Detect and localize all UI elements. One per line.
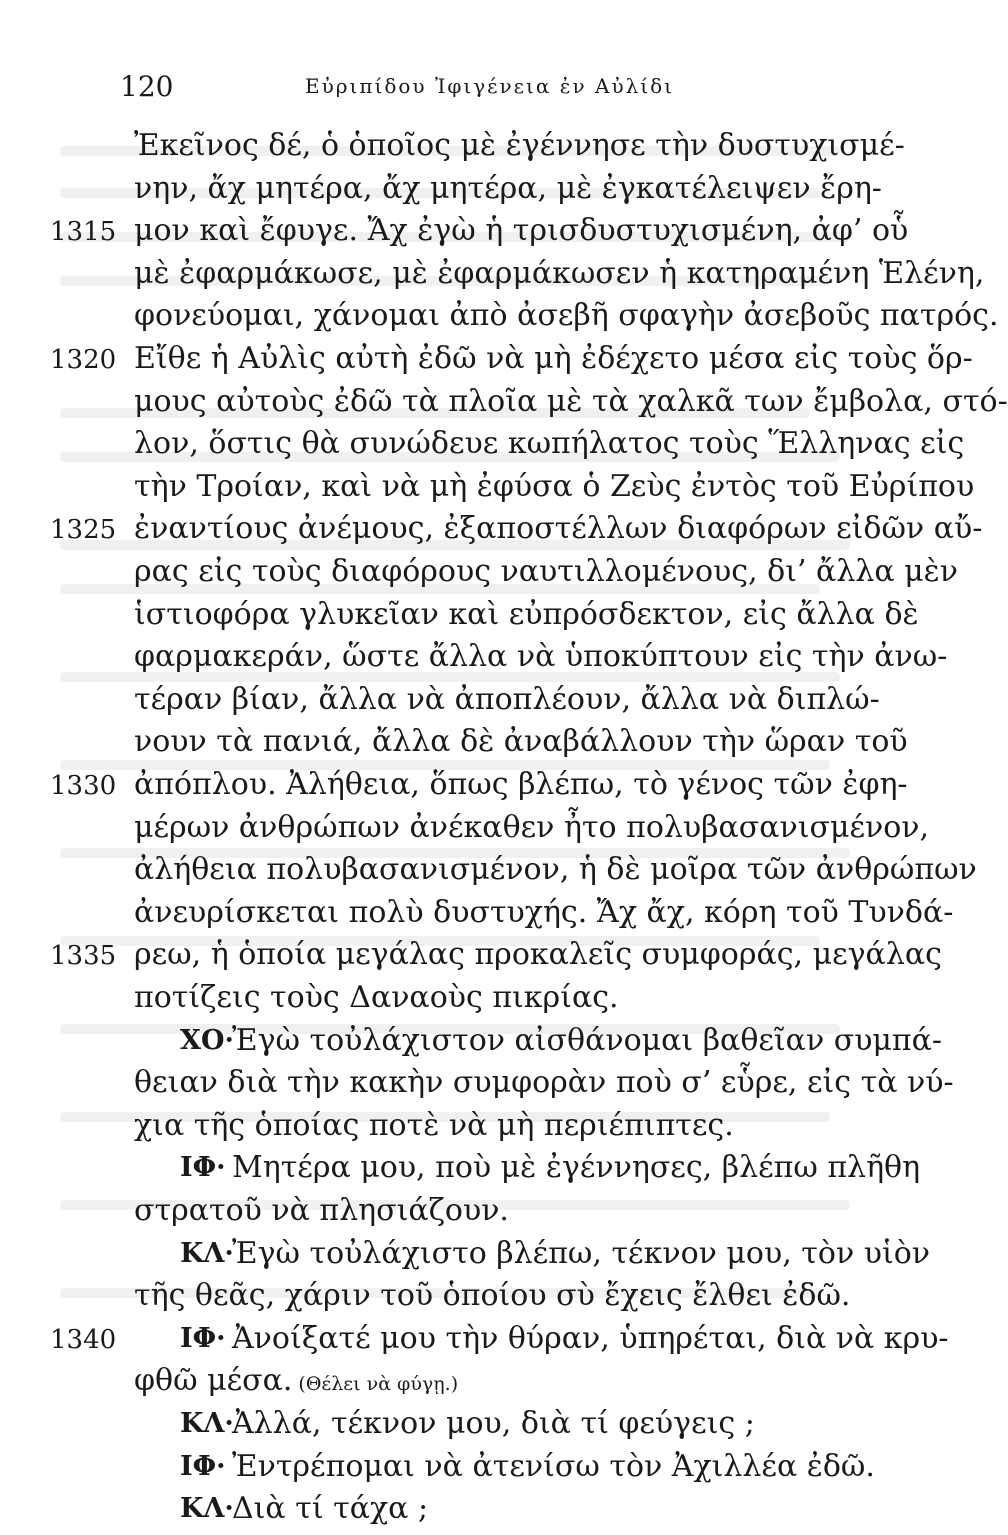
speaker-label: ΧΟ·	[180, 1024, 234, 1056]
text-line	[0, 1361, 907, 1407]
text-line	[0, 1447, 907, 1493]
text-line	[0, 1276, 907, 1322]
line-text: φονεύομαι, χάνομαι ἀπὸ ἀσεβῆ σφαγὴν ἀσεβοῦς πατρός.	[134, 298, 999, 334]
verse-number: 1340	[50, 1324, 117, 1355]
line-text: Διὰ τί τάχα ;	[232, 1491, 429, 1527]
line-text: Ἐκεῖνος δέ, ὁ ὁποῖος μὲ ἐγέννησε τὴν δυστυχισμέ-	[134, 128, 905, 163]
speaker-label: ΚΛ·	[180, 1237, 234, 1269]
text-line	[0, 424, 965, 470]
running-title: Εὐριπίδου Ἰφιγένεια ἐν Αὐλίδι	[305, 74, 674, 98]
text-line	[0, 169, 907, 215]
text-line	[0, 467, 975, 513]
line-text: τῆς θεᾶς, χάριν τοῦ ὁποίου σὺ ἔχεις ἔλθει ἐδῶ.	[134, 1278, 851, 1314]
line-text: θειαν διὰ τὴν κακὴν συμφορὰν ποὺ σ’ εὗρε, εἰς τὰ νύ-	[134, 1065, 954, 1101]
page-number: 120	[120, 70, 174, 103]
line-text: μὲ ἐφαρμάκωσε, μὲ ἐφαρμάκωσεν ἡ κατηραμένη Ἑλένη,	[134, 255, 985, 291]
text-line	[0, 1191, 907, 1237]
line-text: φαρμακεράν, ὥστε ἄλλα νὰ ὑποκύπτουν εἰς τὴν ἀνω-	[134, 639, 948, 675]
speaker-label: ΚΛ·	[180, 1493, 234, 1525]
text-line	[0, 254, 985, 300]
text-line	[0, 1319, 949, 1365]
text-line	[0, 296, 999, 342]
text-line	[0, 1148, 921, 1194]
text-line	[0, 126, 907, 172]
line-text: Ἐγὼ τοὐλάχιστο βλέπω, τέκνον μου, τὸν υἱὸν	[232, 1235, 931, 1271]
stage-direction: (Θέλει νὰ φύγῃ.)	[292, 1373, 459, 1396]
verse-number: 1335	[50, 941, 117, 972]
line-text: Μητέρα μου, ποὺ μὲ ἐγέννησες, βλέπω πλῆθη	[232, 1150, 921, 1186]
line-text: ρας εἰς τοὺς διαφόρους ναυτιλλομένους, δι’ ἄλλα μὲν	[134, 554, 958, 589]
speaker-label: ΙΦ·	[180, 1322, 226, 1354]
line-text: μους αὐτοὺς ἐδῶ τὰ πλοῖα μὲ τὰ χαλκᾶ των ἔμβολα, στό-	[134, 383, 1008, 419]
line-text: ἱστιοφόρα γλυκεῖαν καὶ εὐπρόσδεκτον, εἰς ἄλλα δὲ	[134, 596, 919, 632]
text-line	[0, 1234, 931, 1280]
line-text: Ἀνοίξατέ μου τὴν θύραν, ὑπηρέται, διὰ νὰ κρυ-	[232, 1320, 949, 1356]
line-text: ἀνευρίσκεται πολὺ δυστυχής. Ἄχ ἄχ, κόρη τοῦ Τυνδά-	[134, 894, 954, 930]
text-line	[0, 1404, 907, 1450]
line-text: Ἀλλά, τέκνον μου, διὰ τί φεύγεις ;	[232, 1406, 755, 1441]
line-text: ἀλήθεια πολυβασανισμένον, ἡ δὲ μοῖρα τῶν ἀνθρώπων	[134, 852, 977, 888]
text-line	[0, 850, 977, 896]
verse-number: 1330	[50, 771, 117, 801]
text-line	[0, 1489, 907, 1535]
text-line	[0, 808, 930, 854]
text-line	[0, 382, 1008, 428]
text-line	[0, 1021, 943, 1067]
verse-number: 1315	[50, 217, 117, 248]
verse-number: 1320	[50, 345, 117, 375]
text-line	[0, 211, 907, 257]
line-text: ἐναντίους ἀνέμους, ἐξαποστέλλων διαφόρων εἰδῶν αὔ-	[134, 511, 983, 547]
text-line	[0, 680, 907, 726]
line-text: μέρων ἀνθρώπων ἀνέκαθεν ἦτο πολυβασανισμένον,	[134, 809, 930, 845]
text-line	[0, 509, 983, 555]
text-line	[0, 893, 954, 939]
speaker-label: ΙΦ·	[180, 1450, 226, 1482]
line-text: φθῶ μέσα. (Θέλει νὰ φύγῃ.)	[134, 1363, 459, 1399]
line-text: ρεω, ἡ ὁποία μεγάλας προκαλεῖς συμφοράς, μεγάλας	[134, 937, 942, 973]
line-text: Ἐντρέπομαι νὰ ἀτενίσω τὸν Ἀχιλλέα ἐδῶ.	[232, 1448, 875, 1484]
line-text: στρατοῦ νὰ πλησιάζουν.	[134, 1193, 509, 1228]
text-line	[0, 552, 958, 598]
text-line	[0, 935, 942, 981]
line-text: τὴν Τροίαν, καὶ νὰ μὴ ἐφύσα ὁ Ζεὺς ἐντὸς τοῦ Εὐρίπου	[134, 468, 975, 504]
verse-number: 1325	[50, 515, 117, 546]
text-line	[0, 637, 948, 683]
speaker-label: ΚΛ·	[180, 1408, 234, 1439]
text-line	[0, 1106, 907, 1152]
line-text: μον καὶ ἔφυγε. Ἄχ ἐγὼ ἡ τρισδυστυχισμένη, ἀφ’ οὗ	[134, 213, 909, 249]
line-text: Ἐγὼ τοὐλάχιστον αἰσθάνομαι βαθεῖαν συμπά-	[232, 1022, 943, 1058]
text-line	[0, 1063, 954, 1109]
text-line	[0, 722, 907, 768]
line-text: νην, ἄχ μητέρα, ἄχ μητέρα, μὲ ἐγκατέλειψεν ἔρη-	[134, 170, 882, 206]
line-text: Εἴθε ἡ Αὐλὶς αὐτὴ ἐδῶ νὰ μὴ ἐδέχετο μέσα εἰς τοὺς ὅρ-	[134, 341, 973, 376]
line-text: νουν τὰ πανιά, ἄλλα δὲ ἀναβάλλουν τὴν ὥραν τοῦ	[134, 724, 908, 760]
line-text: λον, ὅστις θὰ συνώδευε κωπήλατος τοὺς Ἕλληνας εἰς	[134, 426, 965, 462]
text-line	[0, 765, 907, 811]
line-text: ποτίζεις τοὺς Δαναοὺς πικρίας.	[134, 980, 619, 1015]
text-line	[0, 595, 919, 641]
line-text: χια τῆς ὁποίας ποτὲ νὰ μὴ περιέπιπτες.	[134, 1107, 734, 1143]
text-line	[0, 978, 907, 1024]
speaker-label: ΙΦ·	[180, 1152, 226, 1184]
line-text: ἀπόπλου. Ἀλήθεια, ὅπως βλέπω, τὸ γένος τῶν ἐφη-	[134, 767, 908, 802]
line-text: τέραν βίαν, ἄλλα νὰ ἀποπλέουν, ἄλλα νὰ διπλώ-	[134, 681, 880, 717]
page-header	[0, 70, 907, 104]
text-line	[0, 339, 973, 385]
